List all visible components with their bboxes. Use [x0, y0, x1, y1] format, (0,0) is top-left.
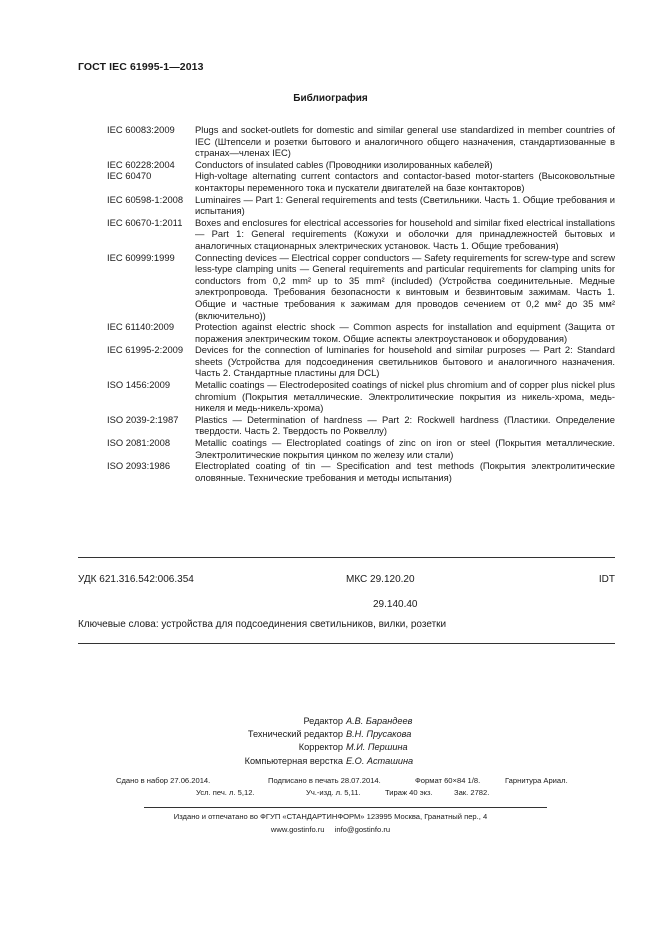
credit-person: В.Н. Прусакова: [346, 729, 412, 740]
bibliography-entry: [107, 194, 615, 217]
imprint-font: Гарнитура Ариал.: [505, 776, 568, 785]
publisher-email-link[interactable]: info@gostinfo.ru: [334, 824, 391, 834]
bibliography-entry: [107, 321, 615, 344]
entry-code: IEC 60228:2004: [107, 158, 175, 170]
bibliography-entry: [107, 379, 615, 414]
entry-description: Conductors of insulated cables (Проводники изолированных кабелей): [195, 158, 493, 170]
credit-role: Корректор: [298, 742, 343, 753]
imprint-row: [0, 775, 661, 787]
imprint-uch-pages: Уч.-изд. л. 5,11.: [306, 788, 361, 797]
equivalence-degree: IDT: [598, 574, 615, 585]
entry-code: IEC 61140:2009: [107, 321, 175, 333]
bibliography-entry: [107, 170, 615, 193]
entry-code: ISO 2081:2008: [107, 437, 171, 449]
entry-code: ISO 2039-2:1987: [107, 413, 179, 425]
publisher-address: Издано и отпечатано во ФГУП «СТАНДАРТИНФОРМ» 123995 Москва, Гранатный пер., 4: [173, 812, 488, 821]
bibliography-entry: [107, 460, 615, 483]
entry-description: Electroplated coating of tin — Specification and test methods (Покрытия электролитические оловянные. Технические требования и методы испытания): [195, 460, 615, 483]
credit-role: Технический редактор: [247, 729, 343, 740]
credit-role: Редактор: [303, 716, 343, 726]
bibliography-entry: [107, 217, 615, 252]
mks-code: МКС 29.120.20: [346, 574, 415, 585]
entry-description: Devices for the connection of luminaries for household and similar purposes — Part 2: Standard sheets (Устройства для подсоединения светильников бытового и аналогичного назначения. Часть 2. Стандартные пластины для DCL): [195, 344, 615, 379]
publisher-block: [0, 811, 661, 836]
imprint-block: [0, 775, 661, 799]
entry-description: Boxes and enclosures for electrical accessories for household and similar fixed electrical installations — Part 1: General requirements (Кожухи и оболочки для принадлежностей бытовых и аналогичных стационарных электрических установок. Часть 1. Общие требования): [195, 216, 615, 251]
entry-description: Connecting devices — Electrical copper conductors — Safety requirements for screw-type and screw less-type clamping units — General requirements and particular requirements for clamping units for conductors from 0,2 mm² up to 35 mm² (included) (Устройства соединительные. Медные электропровода. Требования безопасности к винтовым и безвинтовым зажимам. Часть 1. Общие и частные требования к зажимам для проводов сечением от 0,2 мм² до 35 мм² (включительно)): [195, 251, 615, 321]
imprint-pages: Усл. печ. л. 5,12.: [196, 788, 255, 797]
entry-description: Metallic coatings — Electroplated coatings of zinc on iron or steel (Покрытия металлические. Электролитические покрытия цинком по железу или стали): [195, 437, 615, 460]
credit-line: [0, 741, 661, 754]
credit-line: [0, 728, 661, 741]
publisher-contacts: [0, 824, 661, 837]
keywords-line: Ключевые слова: устройства для подсоединения светильников, вилки, розетки: [78, 619, 447, 630]
entry-description: Luminaires — Part 1: General requirements and tests (Светильники. Часть 1. Общие требования и испытания): [195, 193, 615, 217]
bibliography-entry: [107, 344, 615, 379]
entry-description: Plugs and socket-outlets for domestic and similar general use standardized in member countries of IEC (Штепсели и розетки бытового и аналогичного общего назначения, стандартизованные в странах—членах IEC): [195, 124, 615, 159]
imprint-run: Тираж 40 экз.: [385, 788, 433, 797]
credit-person: М.И. Першина: [346, 742, 408, 753]
entry-code: IEC 60670-1:2011: [107, 216, 183, 228]
credit-person: Е.О. Асташина: [346, 755, 414, 766]
entry-code: IEC 60598-1:2008: [107, 193, 184, 205]
divider-bottom: [78, 643, 615, 644]
divider-top: [78, 557, 615, 558]
imprint-format: Формат 60×84 1/8.: [415, 776, 481, 785]
bibliography-entry: [107, 124, 615, 159]
entry-code: IEC 60083:2009: [107, 124, 175, 135]
entry-description: High-voltage alternating current contactors and contactor-based motor-starters (Высоковольтные контакторы переменного тока и пускатели двигателей на базе контакторов): [195, 170, 615, 193]
bibliography-entry: [107, 414, 615, 437]
credit-line: [0, 755, 661, 768]
entry-description: Protection against electric shock — Common aspects for installation and equipment (Защита от поражения электрическим током. Общие аспекты электроустановок и оборудования): [195, 321, 615, 344]
entry-code: ISO 2093:1986: [107, 460, 171, 472]
credit-role: Компьютерная верстка: [244, 755, 343, 766]
entry-description: Plastics — Determination of hardness — Part 2: Rockwell hardness (Пластики. Определение твердости. Часть 2. Твердость по Роквеллу): [195, 413, 615, 437]
entry-code: IEC 60470: [107, 170, 152, 182]
bibliography-list: [107, 124, 615, 483]
entry-code: ISO 1456:2009: [107, 379, 171, 391]
entry-code: IEC 60999:1999: [107, 251, 175, 263]
bibliography-entry: [107, 159, 615, 171]
imprint-order: Зак. 2782.: [454, 788, 490, 797]
credit-line: [0, 715, 661, 728]
bibliography-entry: [107, 252, 615, 322]
credit-person: А.В. Барандеев: [346, 716, 413, 726]
entry-code: IEC 61995-2:2009: [107, 344, 184, 356]
mks-code-secondary: 29.140.40: [373, 599, 418, 610]
imprint-row: [0, 787, 661, 799]
imprint-signed: Подписано в печать 28.07.2014.: [268, 776, 381, 785]
entry-description: Metallic coatings — Electrodeposited coatings of nickel plus chromium and of copper plus nickel plus chromium (Покрытия металлические. Электролитические покрытия из никель-хрома, медь-никеля и медь-никель-хрома): [195, 379, 615, 414]
page-header-standard: ГОСТ IEC 61995-1—2013: [78, 61, 204, 73]
publisher-site-link[interactable]: www.gostinfo.ru: [270, 824, 325, 834]
credits-block: [0, 715, 661, 768]
bibliography-entry: [107, 437, 615, 460]
imprint-sent: Сдано в набор 27.06.2014.: [116, 776, 211, 785]
divider-publisher: [144, 807, 547, 808]
bibliography-title: Библиография: [293, 93, 368, 104]
udk-code: УДК 621.316.542:006.354: [78, 574, 194, 585]
